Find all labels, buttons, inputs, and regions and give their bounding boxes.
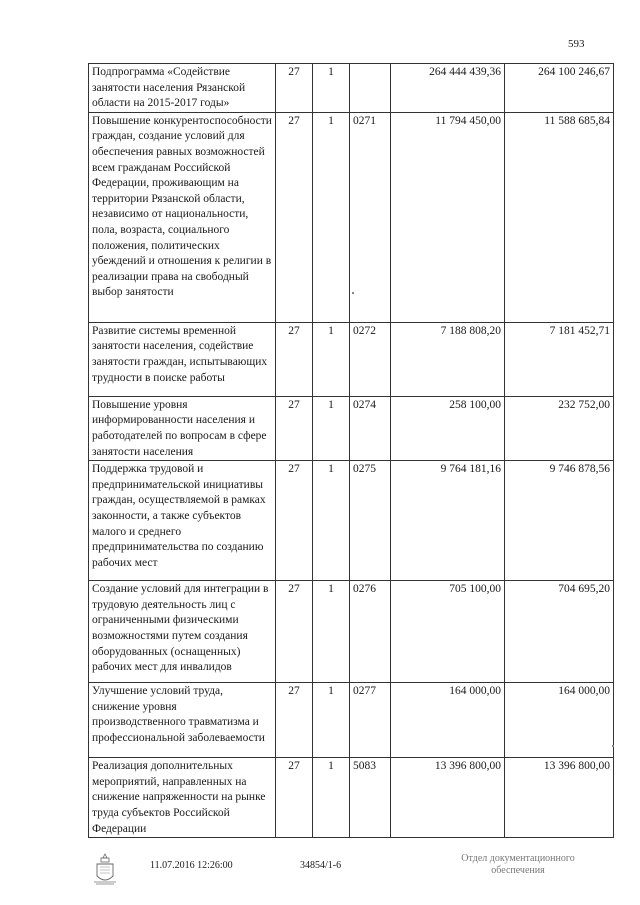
row-name: Развитие системы временной занятости населения, содействие занятости граждан, испытывающих трудности в поиске работы	[89, 322, 276, 396]
row-section: 1	[313, 322, 350, 396]
row-sum-planned: 9 764 181,16	[391, 461, 505, 581]
coat-of-arms-icon	[92, 852, 118, 886]
footer-datetime: 11.07.2016 12:26:00	[150, 860, 233, 871]
row-section: 1	[313, 581, 350, 683]
row-code: 0276	[350, 581, 391, 683]
row-sum-actual: 7 181 452,71	[505, 322, 614, 396]
row-ved: 27	[276, 112, 313, 322]
row-ved: 27	[276, 64, 313, 113]
row-ved: 27	[276, 758, 313, 838]
row-sum-planned: 705 100,00	[391, 581, 505, 683]
table-row	[89, 461, 614, 581]
row-name: Реализация дополнительных мероприятий, направленных на снижение напряженности на рынке труда субъектов Российской Федерации	[89, 758, 276, 838]
row-name: Поддержка трудовой и предпринимательской инициативы граждан, осуществляемой в рамках законности, а также субъектов малого и среднего предпринимательства по созданию рабочих мест	[89, 461, 276, 581]
footer-department-line1: Отдел документационного	[461, 853, 575, 864]
budget-table	[88, 63, 614, 838]
row-sum-actual: 13 396 800,00	[505, 758, 614, 838]
row-sum-planned: 7 188 808,20	[391, 322, 505, 396]
row-sum-planned: 164 000,00	[391, 683, 505, 758]
table-row	[89, 322, 614, 396]
row-name: Повышение конкурентоспособности граждан, создание условий для обеспечения равных возможностей всем гражданам Российской Федерации, проживающим на территории Рязанской области, независимо от национальности, пола, возраста, социального положения, политических убеждений и отношения к религии в реализации права на свободный выбор занятости	[89, 112, 276, 322]
row-section: 1	[313, 112, 350, 322]
row-code: 0274	[350, 396, 391, 460]
row-ved: 27	[276, 683, 313, 758]
margin-speck	[612, 745, 614, 747]
margin-speck	[352, 292, 354, 294]
row-code	[350, 64, 391, 113]
row-name: Создание условий для интеграции в трудовую деятельность лиц с ограниченными физическими возможностями путем создания оборудованных (оснащенных) рабочих мест для инвалидов	[89, 581, 276, 683]
row-code: 0271	[350, 112, 391, 322]
row-ved: 27	[276, 461, 313, 581]
row-section: 1	[313, 396, 350, 460]
row-name: Улучшение условий труда, снижение уровня производственного травматизма и профессиональной заболеваемости	[89, 683, 276, 758]
row-code: 0275	[350, 461, 391, 581]
row-ved: 27	[276, 581, 313, 683]
row-sum-planned: 11 794 450,00	[391, 112, 505, 322]
row-ved: 27	[276, 396, 313, 460]
row-sum-actual: 11 588 685,84	[505, 112, 614, 322]
footer-department	[448, 853, 588, 877]
table-row	[89, 581, 614, 683]
table-row	[89, 112, 614, 322]
row-code: 5083	[350, 758, 391, 838]
row-code: 0272	[350, 322, 391, 396]
row-code: 0277	[350, 683, 391, 758]
row-section: 1	[313, 461, 350, 581]
row-name: Повышение уровня информированности населения и работодателей по вопросам в сфере занятости населения	[89, 396, 276, 460]
row-section: 1	[313, 758, 350, 838]
row-sum-actual: 232 752,00	[505, 396, 614, 460]
row-name: Подпрограмма «Содействие занятости населения Рязанской области на 2015-2017 годы»	[89, 64, 276, 113]
row-sum-planned: 264 444 439,36	[391, 64, 505, 113]
row-section: 1	[313, 683, 350, 758]
row-sum-actual: 164 000,00	[505, 683, 614, 758]
row-sum-actual: 704 695,20	[505, 581, 614, 683]
row-section: 1	[313, 64, 350, 113]
footer-doc-number: 34854/1-6	[300, 860, 342, 871]
row-sum-planned: 258 100,00	[391, 396, 505, 460]
row-sum-planned: 13 396 800,00	[391, 758, 505, 838]
table-row	[89, 396, 614, 460]
row-ved: 27	[276, 322, 313, 396]
page-number: 593	[568, 38, 585, 50]
table-row	[89, 64, 614, 113]
row-sum-actual: 264 100 246,67	[505, 64, 614, 113]
footer-department-line2: обеспечения	[491, 865, 545, 876]
table-row	[89, 758, 614, 838]
table-row	[89, 683, 614, 758]
row-sum-actual: 9 746 878,56	[505, 461, 614, 581]
